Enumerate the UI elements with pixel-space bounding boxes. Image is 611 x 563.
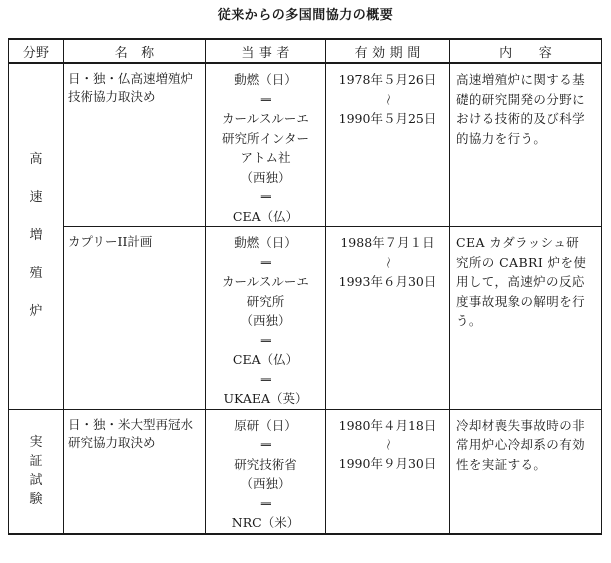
content-line: 究所の CABRI 炉を使 [456, 254, 587, 270]
content-line: 常用炉心冷却系の有効 [456, 437, 586, 452]
content-line: CEA カダラッシュ研 [456, 235, 580, 250]
party-cell [206, 409, 326, 534]
table-row [9, 409, 602, 534]
period-end: 1990年５月25日 [338, 110, 437, 126]
party-line: 原研（日） [234, 417, 297, 433]
name-line: カプリーII計画 [68, 234, 153, 249]
period-range: 〜 [381, 92, 395, 105]
content-line: 高速増殖炉に関する基 [456, 72, 586, 87]
name-line: 技術協力取決め [68, 89, 156, 104]
party-link: ‖ [260, 376, 272, 382]
party-link: ‖ [260, 259, 272, 265]
table-row [9, 63, 602, 227]
page-title: 従来からの多国間協力の概要 [217, 8, 394, 23]
name-line: 日・独・米大型再冠水 [68, 416, 194, 432]
header-period: 有 効 期 間 [326, 39, 450, 63]
party-cell [206, 63, 326, 227]
field-cell-demo [9, 409, 64, 534]
field-char: 実 [29, 435, 43, 450]
field-char: 試 [29, 473, 43, 488]
field-cell-fbr [9, 63, 64, 409]
header-row [9, 39, 602, 63]
content-cell [450, 227, 602, 410]
party-line: 研究所インター [221, 130, 309, 146]
party-link: ‖ [260, 96, 272, 102]
period-start: 1988年７月１日 [340, 235, 435, 250]
party-line: カールスルーエ [222, 111, 309, 126]
party-line: CEA（仏） [232, 208, 299, 224]
field-char: 炉 [29, 304, 43, 320]
party-line: 研究技術省 [234, 456, 297, 472]
name-cell [64, 227, 206, 410]
party-line: 動燃（日） [234, 72, 297, 87]
cooperation-table [8, 38, 602, 535]
field-char: 験 [29, 492, 43, 507]
party-line: 研究所 [246, 293, 285, 309]
name-line: 研究協力取決め [68, 434, 156, 450]
table-row [9, 227, 602, 410]
period-cell [326, 409, 450, 534]
party-line: NRC（米） [231, 515, 300, 530]
period-range: 〜 [381, 255, 395, 268]
period-start: 1978年５月26日 [338, 72, 437, 87]
content-line: 礎的研究開発の分野に [456, 91, 586, 107]
content-cell [450, 63, 602, 227]
party-line: 動燃（日） [234, 235, 297, 250]
party-line: （西独） [240, 313, 291, 328]
name-cell [64, 63, 206, 227]
party-line: UKAEA（英） [223, 391, 308, 406]
period-end: 1990年９月30日 [338, 456, 437, 471]
content-line: 度事故現象の解明を行 [456, 293, 586, 309]
header-field: 分野 [9, 39, 64, 63]
name-line: 日・独・仏高速増殖炉 [68, 71, 194, 86]
party-line: CEA（仏） [232, 352, 299, 367]
party-link: ‖ [260, 500, 272, 506]
period-cell [326, 227, 450, 410]
content-line: 的協力を行う。 [456, 130, 547, 146]
content-line: 性を実証する。 [456, 456, 547, 472]
content-cell [450, 409, 602, 534]
field-char: 証 [29, 454, 43, 469]
header-party: 当 事 者 [206, 39, 326, 63]
field-char: 速 [29, 190, 43, 206]
field-char: 増 [29, 228, 43, 244]
period-start: 1980年４月18日 [338, 417, 437, 433]
party-line: カールスルーエ [222, 274, 309, 289]
field-char: 高 [29, 152, 43, 168]
party-link: ‖ [260, 194, 272, 200]
party-link: ‖ [260, 337, 272, 343]
party-cell [206, 227, 326, 410]
content-line: う。 [456, 313, 482, 328]
content-line: おける技術的及び科学 [456, 111, 586, 126]
header-content: 内 容 [450, 39, 602, 63]
party-line: （西独） [240, 169, 291, 185]
content-line: 冷却材喪失事故時の非 [456, 417, 586, 433]
field-char: 殖 [29, 266, 43, 282]
period-range: 〜 [381, 438, 395, 451]
party-line: （西独） [240, 476, 291, 491]
header-name: 名 称 [64, 39, 206, 63]
party-link: ‖ [260, 442, 272, 448]
period-end: 1993年６月30日 [338, 273, 437, 289]
party-line: アトム社 [240, 150, 291, 165]
name-cell [64, 409, 206, 534]
content-line: 用して，高速炉の反応 [456, 274, 585, 289]
